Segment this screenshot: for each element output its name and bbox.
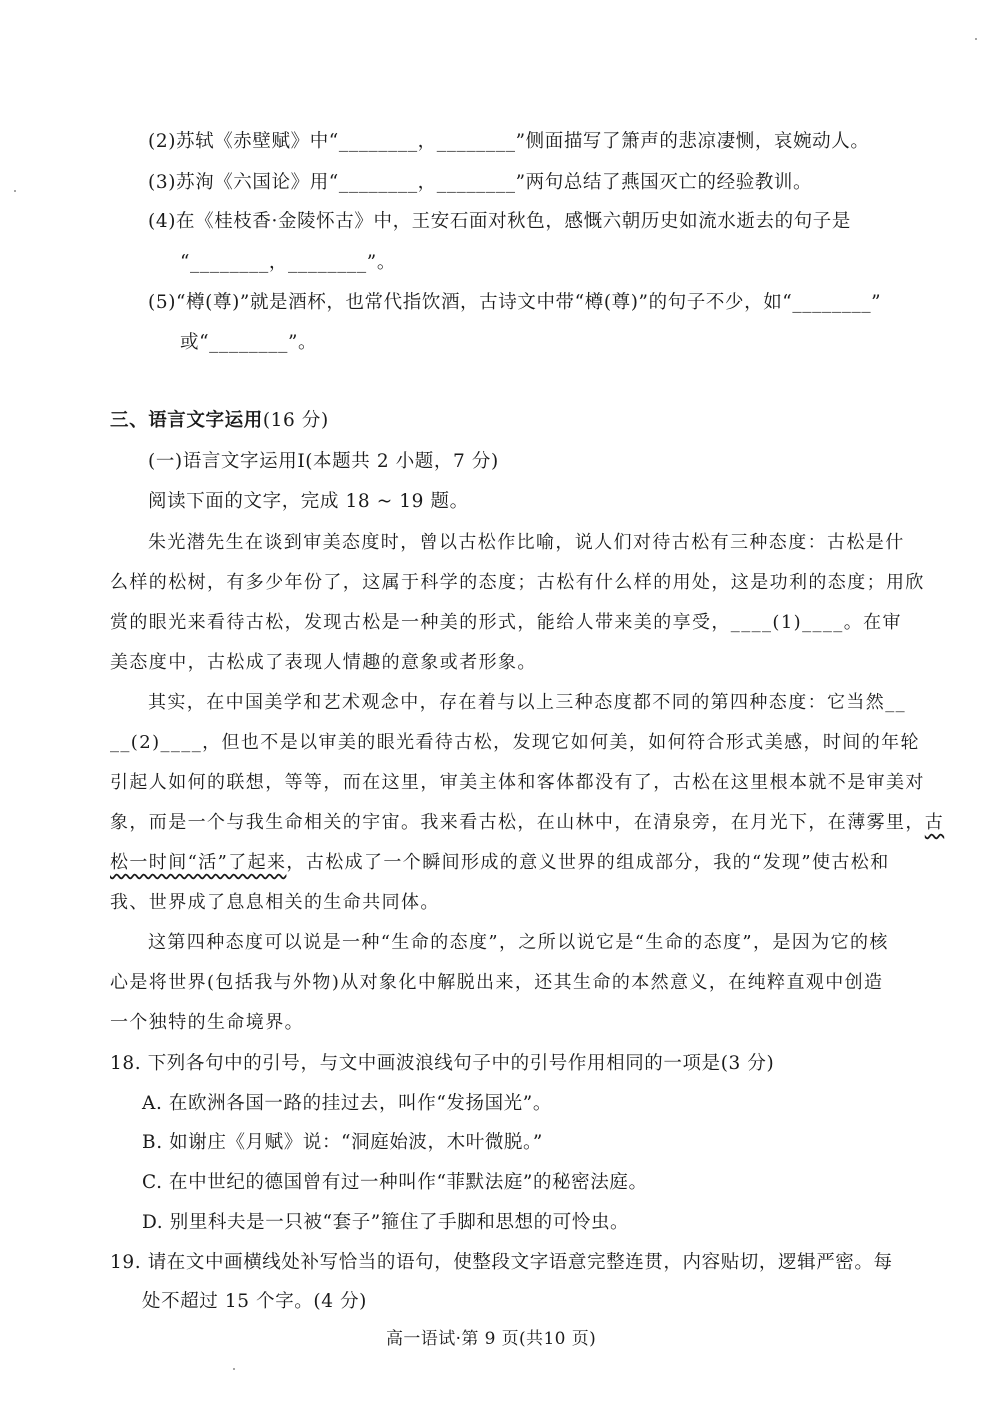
question-17-5: (5)“樽(尊)”就是酒杯，也常代指饮酒，古诗文中带“樽(尊)”的句子不少，如“________” (148, 292, 882, 313)
passage-line: 这第四种态度可以说是一种“生命的态度”，之所以说它是“生命的态度”，是因为它的核 (148, 932, 889, 953)
wavy-underlined-sentence: 松一时间“活”了起来 (110, 852, 287, 873)
scan-speck (975, 38, 977, 40)
question-18-option-c: C. 在中世纪的德国曾有过一种叫作“菲默法庭”的秘密法庭。 (142, 1172, 648, 1193)
passage-line: 么样的松树，有多少年份了，这属于科学的态度；古松有什么样的用处，这是功利的态度；用欣 (110, 572, 925, 593)
passage-text: ，古松成了一个瞬间形成的意义世界的组成部分，我的“发现”使古松和 (286, 852, 890, 873)
passage-line: 引起人如何的联想，等等，而在这里，审美主体和客体都没有了，古松在这里根本就不是审美对 (110, 772, 925, 793)
question-17-4: (4)在《桂枝香·金陵怀古》中，王安石面对秋色，感慨六朝历史如流水逝去的句子是 (148, 211, 851, 232)
passage-line (110, 851, 890, 875)
wavy-underlined-sentence: 古 (924, 812, 945, 833)
section-title: 三、语言文字运用 (110, 410, 263, 431)
passage-line: 我、世界成了息息相关的生命共同体。 (110, 892, 440, 913)
question-17-2: (2)苏轼《赤壁赋》中“________，________”侧面描写了箫声的悲凉凄恻，哀婉动人。 (148, 131, 870, 152)
passage-line: 赏的眼光来看待古松，发现古松是一种美的形式，能给人带来美的享受，____(1)____。在审 (110, 612, 902, 633)
subsection-title: (一)语言文字运用Ⅰ(本题共 2 小题，7 分) (148, 451, 499, 472)
scan-speck (233, 1368, 235, 1370)
question-18-option-a: A. 在欧洲各国一路的挂过去，叫作“发扬国光”。 (142, 1093, 552, 1114)
section-heading (110, 409, 329, 433)
scan-speck (14, 190, 16, 192)
page-footer: 高一语试·第 9 页(共10 页) (386, 1329, 597, 1349)
passage-line: __(2)____，但也不是以审美的眼光看待古松，发现它如何美，如何符合形式美感，时间的年轮 (110, 732, 920, 753)
question-17-3: (3)苏洵《六国论》用“________，________”两句总结了燕国灭亡的经验教训。 (148, 172, 813, 193)
passage-line: 朱光潜先生在谈到审美态度时，曾以古松作比喻，说人们对待古松有三种态度：古松是什 (148, 532, 905, 553)
section-score: (16 分) (262, 410, 329, 431)
question-18-option-b: B. 如谢庄《月赋》说：“洞庭始波，木叶微脱。” (142, 1132, 543, 1153)
passage-line: 美态度中，古松成了表现人情趣的意象或者形象。 (110, 652, 537, 673)
question-17-5-blank: 或“________”。 (180, 332, 318, 353)
reading-instruction: 阅读下面的文字，完成 18 ~ 19 题。 (148, 491, 469, 512)
passage-line (110, 811, 944, 835)
passage-line: 心是将世界(包括我与外物)从对象化中解脱出来，还其生命的本然意义，在纯粹直观中创造 (110, 972, 884, 993)
question-18-option-d: D. 别里科夫是一只被“套子”箍住了手脚和思想的可怜虫。 (142, 1212, 630, 1233)
question-19-stem: 19. 请在文中画横线处补写恰当的语句，使整段文字语意完整连贯，内容贴切，逻辑严密。每 (110, 1252, 893, 1273)
question-17-4-blank: “________，________”。 (180, 252, 396, 273)
passage-line: 其实，在中国美学和艺术观念中，存在着与以上三种态度都不同的第四种态度：它当然__ (148, 692, 906, 713)
passage-line: 一个独特的生命境界。 (110, 1012, 304, 1033)
passage-text: 象，而是一个与我生命相关的宇宙。我来看古松，在山林中，在清泉旁，在月光下，在薄雾里， (110, 812, 925, 833)
question-19-stem-cont: 处不超过 15 个字。(4 分) (142, 1291, 367, 1312)
question-18-stem: 18. 下列各句中的引号，与文中画波浪线句子中的引号作用相同的一项是(3 分) (110, 1053, 775, 1074)
